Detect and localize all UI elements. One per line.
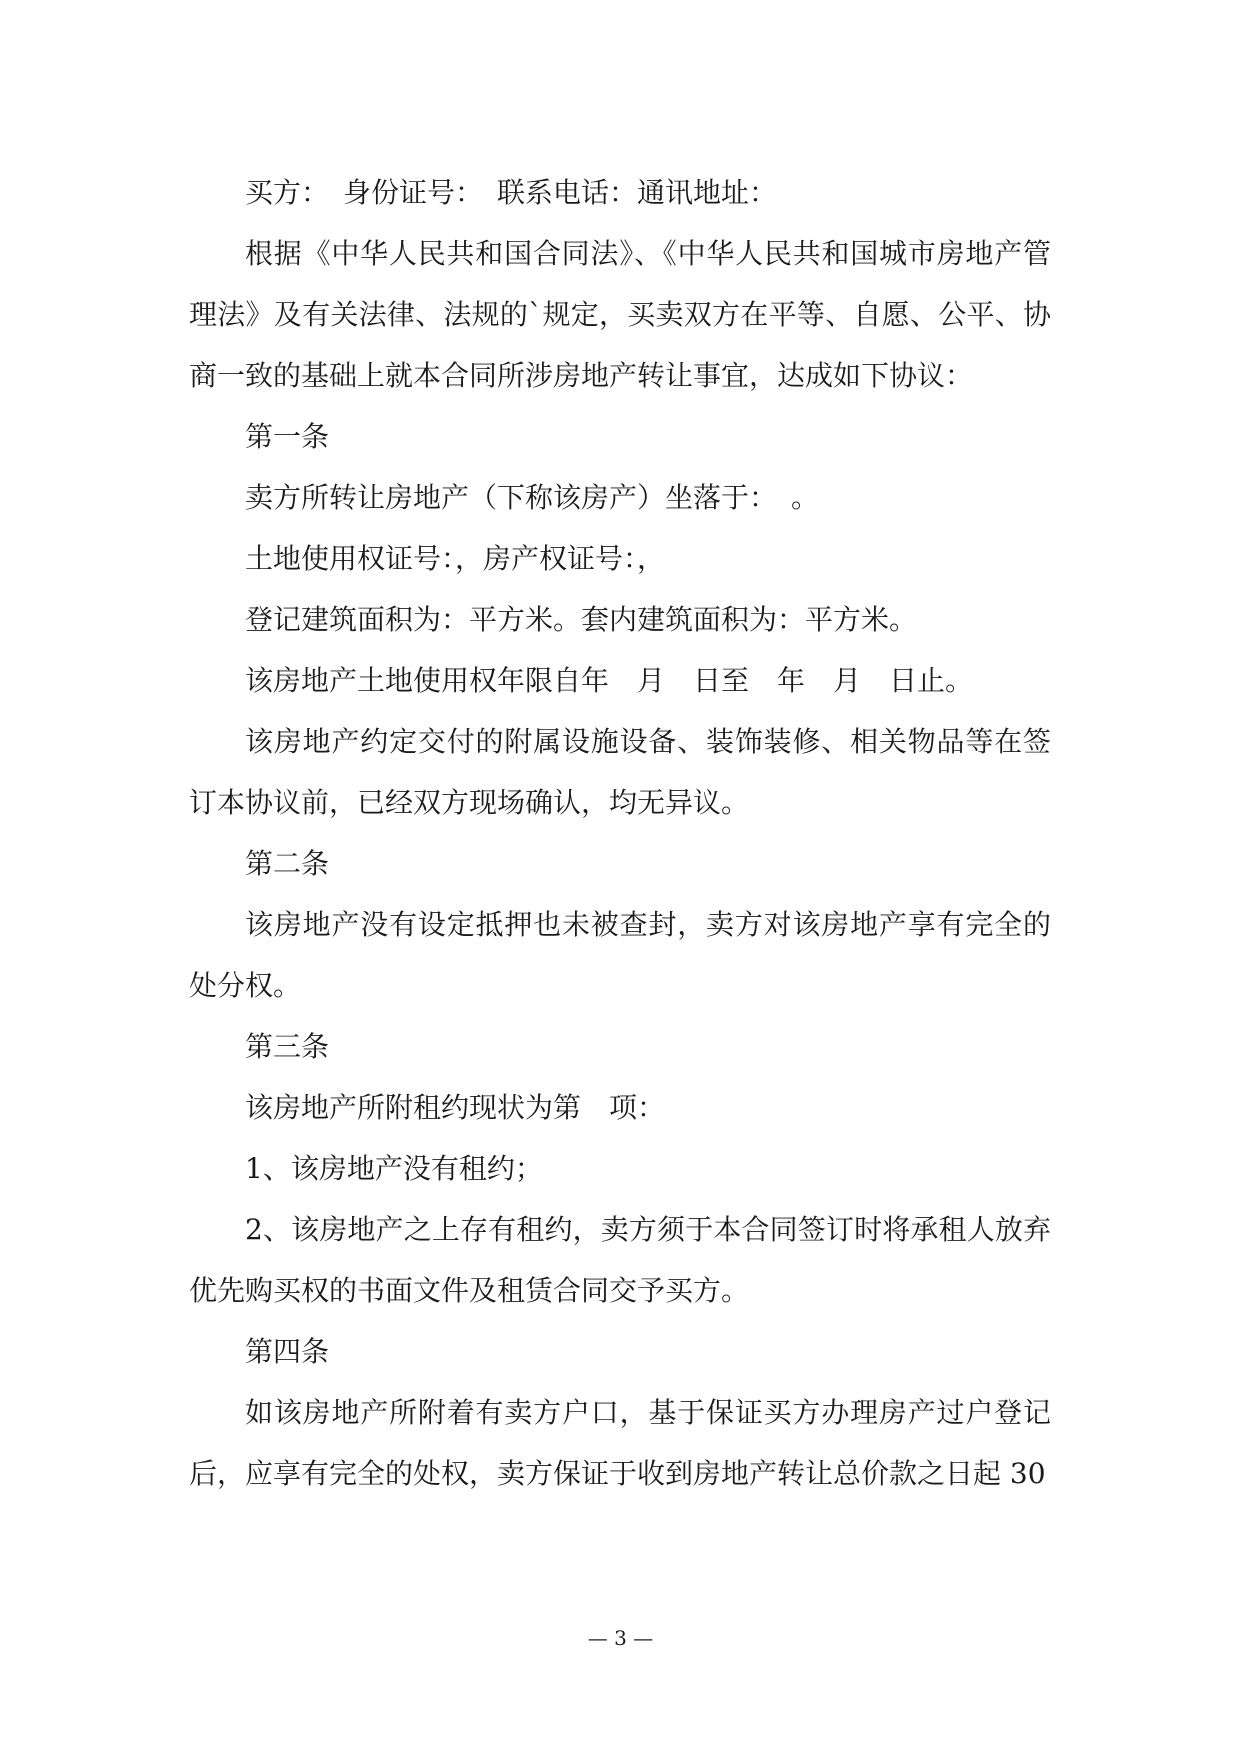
household-registration-paragraph: 如该房地产所附着有卖方户口，基于保证买方办理房产过户登记后，应享有完全的处权，卖方保证于收到房地产转让总价款之日起 30	[189, 1396, 1051, 1490]
lease-option-2: 2、该房地产之上存有租约，卖方须于本合同签订时将承租人放弃优先购买权的书面文件及租赁合同交予买方。	[189, 1213, 1051, 1307]
article-3-heading: 第三条	[245, 1030, 330, 1063]
buyer-info-line: 买方： 身份证号： 联系电话：通讯地址：	[245, 176, 778, 209]
land-use-term-line: 该房地产土地使用权年限自年 月 日至 年 月 日止。	[245, 664, 974, 697]
page-number: — 3 —	[587, 1626, 654, 1650]
legal-basis-paragraph: 根据《中华人民共和国合同法》、《中华人民共和国城市房地产管理法》及有关法律、法规的`规定，买卖双方在平等、自愿、公平、协商一致的基础上就本合同所涉房地产转让事宜，达成如下协议：	[189, 237, 1051, 392]
article-2-heading: 第二条	[245, 847, 330, 880]
contract-body	[189, 162, 1051, 1504]
facilities-paragraph: 该房地产约定交付的附属设施设备、装饰装修、相关物品等在签订本协议前，已经双方现场确认，均无异议。	[189, 725, 1051, 819]
article-4-heading: 第四条	[245, 1335, 330, 1368]
article-1-heading: 第一条	[245, 420, 330, 453]
no-mortgage-paragraph: 该房地产没有设定抵押也未被查封，卖方对该房地产享有完全的处分权。	[189, 908, 1051, 1002]
property-location-line: 卖方所转让房地产（下称该房产）坐落于： 。	[245, 481, 820, 514]
lease-option-1: 1、该房地产没有租约；	[245, 1152, 543, 1185]
lease-status-line: 该房地产所附租约现状为第 项：	[245, 1091, 666, 1124]
floor-area-line: 登记建筑面积为：平方米。套内建筑面积为：平方米。	[245, 603, 918, 636]
certificate-number-line: 土地使用权证号：，房产权证号：，	[245, 542, 666, 575]
